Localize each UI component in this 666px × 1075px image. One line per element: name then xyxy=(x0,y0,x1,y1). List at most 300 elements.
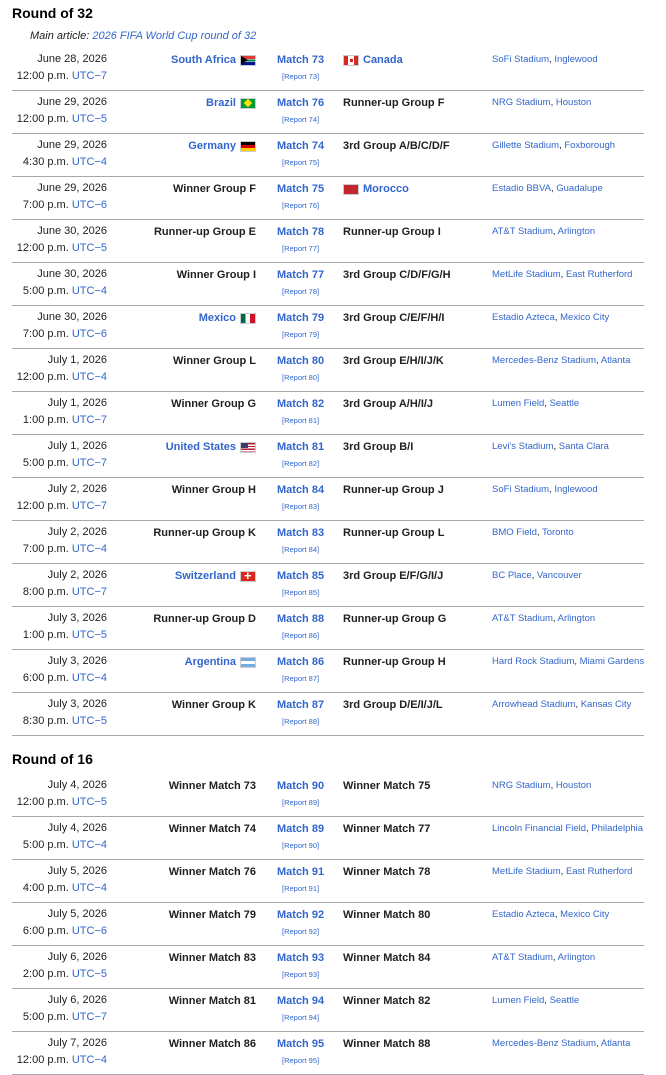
report-link[interactable]: [Report 81] xyxy=(282,416,320,425)
time-value: 5:00 p.m. xyxy=(22,285,69,297)
away-team-name: 3rd Group E/H/I/J/K xyxy=(343,355,444,367)
stadium-link[interactable]: Levi's Stadium xyxy=(492,441,554,452)
match-number-link[interactable]: Match 82 xyxy=(277,398,325,410)
home-team-name: Winner Group I xyxy=(176,269,256,281)
match-date: July 1, 2026 xyxy=(47,354,107,366)
match-date: July 2, 2026 xyxy=(47,526,107,538)
timezone-link[interactable]: UTC−6 xyxy=(71,199,107,211)
city-link[interactable]: Houston xyxy=(555,780,592,791)
venue: SoFi Stadium, Inglewood xyxy=(492,54,598,65)
stadium-link[interactable]: AT&T Stadium xyxy=(492,952,553,963)
stadium-link[interactable]: SoFi Stadium xyxy=(492,54,550,65)
report-link[interactable]: [Report 85] xyxy=(282,588,320,597)
city-link[interactable]: Mexico City xyxy=(560,909,610,920)
venue: MetLife Stadium, East Rutherford xyxy=(492,269,633,280)
away-team xyxy=(343,995,430,1007)
home-team xyxy=(169,995,256,1007)
time-value: 6:00 p.m. xyxy=(22,925,69,937)
match-date: July 1, 2026 xyxy=(47,440,107,452)
city-link[interactable]: Inglewood xyxy=(554,54,598,65)
away-team xyxy=(343,866,430,878)
city-link[interactable]: Seattle xyxy=(549,995,580,1006)
match-number-link[interactable]: Match 77 xyxy=(277,269,325,281)
city-link[interactable]: Atlanta xyxy=(600,1038,631,1049)
match-number-link[interactable]: Match 83 xyxy=(277,527,325,539)
away-team xyxy=(343,909,430,921)
home-team xyxy=(169,823,256,835)
match-time xyxy=(23,586,107,598)
time-value: 4:00 p.m. xyxy=(22,882,69,894)
away-team-name: Winner Match 88 xyxy=(343,1038,431,1050)
city-link[interactable]: Seattle xyxy=(549,398,580,409)
time-value: 8:00 p.m. xyxy=(22,586,69,598)
match-time xyxy=(23,925,107,937)
hatnote xyxy=(0,26,666,48)
match-time xyxy=(23,156,107,168)
away-team-name: Runner-up Group I xyxy=(343,226,441,238)
timezone-link[interactable]: UTC−5 xyxy=(71,242,107,254)
match-time xyxy=(17,70,107,82)
time-value: 7:00 p.m. xyxy=(22,328,69,340)
home-team-name: Winner Group L xyxy=(172,355,256,367)
flag-mx-icon xyxy=(240,313,256,324)
match-row xyxy=(12,134,644,177)
home-team-name[interactable]: United States xyxy=(165,441,236,453)
home-team xyxy=(153,613,256,625)
time-value: 2:00 p.m. xyxy=(22,968,69,980)
match-time xyxy=(23,1011,107,1023)
flag-de-icon xyxy=(240,141,256,152)
flag-ma-icon xyxy=(343,184,359,195)
match-row xyxy=(12,946,644,989)
match-number-link[interactable]: Match 75 xyxy=(277,183,325,195)
home-team-name: Winner Match 76 xyxy=(168,866,256,878)
match-number-link[interactable]: Match 89 xyxy=(277,823,325,835)
match-date: July 7, 2026 xyxy=(47,1037,107,1049)
city-link[interactable]: Mexico City xyxy=(560,312,610,323)
away-team[interactable] xyxy=(343,183,409,195)
city-link[interactable]: Atlanta xyxy=(600,355,631,366)
home-team-name[interactable]: Germany xyxy=(188,140,236,152)
away-team-name: Winner Match 75 xyxy=(343,780,431,792)
match-time xyxy=(23,199,107,211)
match-time xyxy=(23,457,107,469)
report-link[interactable]: [Report 92] xyxy=(282,927,320,936)
venue: Lincoln Financial Field, Philadelphia xyxy=(492,823,644,834)
venue: Lumen Field, Seattle xyxy=(492,398,580,409)
timezone-link[interactable]: UTC−7 xyxy=(71,1011,107,1023)
home-team-name: Runner-up Group D xyxy=(153,613,256,625)
stadium-link[interactable]: Estadio BBVA xyxy=(492,183,551,194)
city-link[interactable]: Arlington xyxy=(557,952,596,963)
time-value: 12:00 p.m. xyxy=(16,242,69,254)
match-number-link[interactable]: Match 88 xyxy=(277,613,325,625)
away-team-name: 3rd Group A/B/C/D/F xyxy=(343,140,450,152)
report-link[interactable]: [Report 83] xyxy=(282,502,320,511)
away-team-name: Winner Match 84 xyxy=(343,952,431,964)
report-link[interactable]: [Report 93] xyxy=(282,970,320,979)
match-row xyxy=(12,91,644,134)
timezone-link[interactable]: UTC−4 xyxy=(71,672,107,684)
home-team-name[interactable]: Switzerland xyxy=(174,570,236,582)
venue: Lumen Field, Seattle xyxy=(492,995,580,1006)
match-date: July 3, 2026 xyxy=(47,698,107,710)
venue: BC Place, Vancouver xyxy=(492,570,582,581)
stadium-link[interactable]: Mercedes-Benz Stadium xyxy=(492,1038,597,1049)
home-team[interactable] xyxy=(206,97,256,109)
away-team-name: Winner Match 82 xyxy=(343,995,431,1007)
home-team-name[interactable]: Brazil xyxy=(206,97,236,109)
match-number-link[interactable]: Match 80 xyxy=(277,355,325,367)
match-time xyxy=(23,543,107,555)
flag-br-icon xyxy=(240,98,256,109)
timezone-link[interactable]: UTC−7 xyxy=(71,586,107,598)
time-value: 12:00 p.m. xyxy=(16,1054,69,1066)
venue: Mercedes-Benz Stadium, Atlanta xyxy=(492,355,631,366)
timezone-link[interactable]: UTC−4 xyxy=(71,839,107,851)
timezone-link[interactable]: UTC−5 xyxy=(71,796,107,808)
away-team-name: 3rd Group C/D/F/G/H xyxy=(343,269,451,281)
away-team xyxy=(343,398,433,410)
report-link[interactable]: [Report 77] xyxy=(282,244,320,253)
match-number-link[interactable]: Match 87 xyxy=(277,699,325,711)
home-team[interactable] xyxy=(188,140,256,152)
report-link[interactable]: [Report 95] xyxy=(282,1056,320,1065)
report-link[interactable]: [Report 79] xyxy=(282,330,320,339)
time-value: 12:00 p.m. xyxy=(16,500,69,512)
match-row xyxy=(12,903,644,946)
away-team-name[interactable]: Morocco xyxy=(363,183,409,195)
match-number-link[interactable]: Match 92 xyxy=(277,909,325,921)
match-number-link[interactable]: Match 74 xyxy=(277,140,325,152)
home-team-name: Runner-up Group K xyxy=(153,527,256,539)
time-value: 8:30 p.m. xyxy=(22,715,69,727)
home-team[interactable] xyxy=(166,441,256,453)
match-number-link[interactable]: Match 95 xyxy=(277,1038,325,1050)
report-link[interactable]: [Report 78] xyxy=(282,287,320,296)
match-number-link[interactable]: Match 84 xyxy=(277,484,325,496)
venue: Estadio Azteca, Mexico City xyxy=(492,312,610,323)
away-team[interactable] xyxy=(343,54,403,66)
match-number-link[interactable]: Match 94 xyxy=(277,995,325,1007)
stadium-link[interactable]: AT&T Stadium xyxy=(492,613,553,624)
stadium-link[interactable]: Estadio Azteca xyxy=(492,312,555,323)
away-team-name: Runner-up Group F xyxy=(343,97,445,109)
report-link[interactable]: [Report 74] xyxy=(282,115,320,124)
match-time xyxy=(23,629,107,641)
match-date: July 4, 2026 xyxy=(47,779,107,791)
home-team xyxy=(169,866,256,878)
stadium-link[interactable]: Lincoln Financial Field xyxy=(492,823,586,834)
home-team xyxy=(153,527,256,539)
match-number-link[interactable]: Match 79 xyxy=(277,312,325,324)
city-link[interactable]: Guadalupe xyxy=(556,183,603,194)
stadium-link[interactable]: Arrowhead Stadium xyxy=(492,699,576,710)
report-link[interactable]: [Report 86] xyxy=(282,631,320,640)
report-link[interactable]: [Report 76] xyxy=(282,201,320,210)
home-team-name: Winner Group G xyxy=(171,398,256,410)
city-link[interactable]: Arlington xyxy=(557,613,596,624)
match-number-link[interactable]: Match 76 xyxy=(277,97,325,109)
hatnote-link[interactable]: 2026 FIFA World Cup round of 32 xyxy=(92,30,257,42)
city-link[interactable]: Inglewood xyxy=(554,484,598,495)
away-team-name: 3rd Group E/F/G/I/J xyxy=(343,570,444,582)
timezone-link[interactable]: UTC−5 xyxy=(71,113,107,125)
match-row xyxy=(12,521,644,564)
home-team-name: Runner-up Group E xyxy=(153,226,256,238)
match-date: July 3, 2026 xyxy=(47,612,107,624)
time-value: 12:00 p.m. xyxy=(16,371,69,383)
report-link[interactable]: [Report 82] xyxy=(282,459,320,468)
report-link[interactable]: [Report 91] xyxy=(282,884,320,893)
home-team-name[interactable]: South Africa xyxy=(171,54,236,66)
timezone-link[interactable]: UTC−7 xyxy=(71,500,107,512)
match-date: July 2, 2026 xyxy=(47,569,107,581)
time-value: 12:00 p.m. xyxy=(16,70,69,82)
match-time xyxy=(17,796,107,808)
match-time xyxy=(23,285,107,297)
home-team xyxy=(154,226,256,238)
round-of-16-section xyxy=(0,746,666,1075)
match-number-link[interactable]: Match 86 xyxy=(277,656,325,668)
round-of-32-list xyxy=(0,48,666,736)
city-link[interactable]: Philadelphia xyxy=(591,823,644,834)
time-value: 1:00 p.m. xyxy=(22,414,69,426)
home-team xyxy=(169,952,256,964)
away-team xyxy=(343,823,430,835)
home-team-name: Winner Match 73 xyxy=(168,780,256,792)
match-date: July 1, 2026 xyxy=(47,397,107,409)
stadium-link[interactable]: Lumen Field xyxy=(492,398,545,409)
match-number-link[interactable]: Match 78 xyxy=(277,226,325,238)
city-link[interactable]: East Rutherford xyxy=(565,269,633,280)
match-row xyxy=(12,693,644,736)
match-time xyxy=(17,371,107,383)
stadium-link[interactable]: NRG Stadium xyxy=(492,780,551,791)
match-date: June 29, 2026 xyxy=(37,139,107,151)
match-time xyxy=(23,328,107,340)
home-team xyxy=(171,398,256,410)
report-link[interactable]: [Report 84] xyxy=(282,545,320,554)
timezone-link[interactable]: UTC−5 xyxy=(71,968,107,980)
match-row xyxy=(12,435,644,478)
match-row xyxy=(12,860,644,903)
match-row xyxy=(12,349,644,392)
city-link[interactable]: Santa Clara xyxy=(558,441,609,452)
away-team-name: Winner Match 77 xyxy=(343,823,431,835)
venue: AT&T Stadium, Arlington xyxy=(492,226,596,237)
match-date: June 29, 2026 xyxy=(37,182,107,194)
match-date: June 29, 2026 xyxy=(37,96,107,108)
city-link[interactable]: Miami Gardens xyxy=(579,656,645,667)
venue: Estadio BBVA, Guadalupe xyxy=(492,183,603,194)
flag-us-icon xyxy=(240,442,256,453)
flag-za-icon xyxy=(240,55,256,66)
stadium-link[interactable]: Gillette Stadium xyxy=(492,140,560,151)
stadium-link[interactable]: SoFi Stadium xyxy=(492,484,550,495)
match-row xyxy=(12,392,644,435)
report-link[interactable]: [Report 88] xyxy=(282,717,320,726)
time-value: 7:00 p.m. xyxy=(22,543,69,555)
away-team-name: Runner-up Group G xyxy=(343,613,447,625)
home-team-name[interactable]: Argentina xyxy=(184,656,236,668)
match-date: June 28, 2026 xyxy=(37,53,107,65)
stadium-link[interactable]: MetLife Stadium xyxy=(492,269,561,280)
report-link[interactable]: [Report 90] xyxy=(282,841,320,850)
away-team-name: 3rd Group D/E/I/J/L xyxy=(343,699,443,711)
home-team-name[interactable]: Mexico xyxy=(198,312,236,324)
report-link[interactable]: [Report 80] xyxy=(282,373,320,382)
away-team-name: Winner Match 78 xyxy=(343,866,431,878)
timezone-link[interactable]: UTC−6 xyxy=(71,925,107,937)
timezone-link[interactable]: UTC−4 xyxy=(71,882,107,894)
time-value: 5:00 p.m. xyxy=(22,839,69,851)
city-link[interactable]: East Rutherford xyxy=(565,866,633,877)
report-link[interactable]: [Report 75] xyxy=(282,158,320,167)
home-team[interactable] xyxy=(171,54,256,66)
match-date: July 5, 2026 xyxy=(47,908,107,920)
home-team[interactable] xyxy=(199,312,256,324)
home-team-name: Winner Match 79 xyxy=(168,909,256,921)
home-team-name: Winner Match 83 xyxy=(168,952,256,964)
report-link[interactable]: [Report 73] xyxy=(282,72,320,81)
timezone-link[interactable]: UTC−4 xyxy=(71,543,107,555)
time-value: 12:00 p.m. xyxy=(16,796,69,808)
away-team xyxy=(343,570,443,582)
timezone-link[interactable]: UTC−4 xyxy=(71,156,107,168)
time-value: 7:00 p.m. xyxy=(22,199,69,211)
time-value: 5:00 p.m. xyxy=(22,457,69,469)
time-value: 4:30 p.m. xyxy=(22,156,69,168)
stadium-link[interactable]: Hard Rock Stadium xyxy=(492,656,575,667)
flag-ch-icon xyxy=(240,571,256,582)
timezone-link[interactable]: UTC−6 xyxy=(71,328,107,340)
match-row xyxy=(12,564,644,607)
away-team xyxy=(343,613,446,625)
match-time xyxy=(17,500,107,512)
away-team xyxy=(343,484,444,496)
stadium-link[interactable]: Estadio Azteca xyxy=(492,909,555,920)
stadium-link[interactable]: NRG Stadium xyxy=(492,97,551,108)
match-row xyxy=(12,478,644,521)
round-of-16-list xyxy=(0,774,666,1075)
match-row xyxy=(12,263,644,306)
home-team-name: Winner Match 81 xyxy=(168,995,256,1007)
home-team xyxy=(169,909,256,921)
match-date: June 30, 2026 xyxy=(37,268,107,280)
stadium-link[interactable]: Mercedes-Benz Stadium xyxy=(492,355,597,366)
stadium-link[interactable]: BC Place xyxy=(492,570,532,581)
venue: Hard Rock Stadium, Miami Gardens xyxy=(492,656,645,667)
home-team xyxy=(173,355,256,367)
stadium-link[interactable]: Lumen Field xyxy=(492,995,545,1006)
match-row xyxy=(12,306,644,349)
away-team xyxy=(343,656,446,668)
match-date: July 2, 2026 xyxy=(47,483,107,495)
match-number-link[interactable]: Match 85 xyxy=(277,570,325,582)
match-date: June 30, 2026 xyxy=(37,225,107,237)
time-value: 6:00 p.m. xyxy=(22,672,69,684)
report-link[interactable]: [Report 87] xyxy=(282,674,320,683)
time-value: 5:00 p.m. xyxy=(22,1011,69,1023)
match-row xyxy=(12,817,644,860)
away-team-name: 3rd Group B/I xyxy=(343,441,414,453)
report-link[interactable]: [Report 94] xyxy=(282,1013,320,1022)
city-link[interactable]: Foxborough xyxy=(564,140,616,151)
home-team-name: Winner Group H xyxy=(171,484,256,496)
match-time xyxy=(23,414,107,426)
flag-ca-icon xyxy=(343,55,359,66)
venue: Gillette Stadium, Foxborough xyxy=(492,140,616,151)
match-number-link[interactable]: Match 90 xyxy=(277,780,325,792)
city-link[interactable]: Houston xyxy=(555,97,592,108)
away-team xyxy=(343,780,430,792)
timezone-link[interactable]: UTC−7 xyxy=(71,414,107,426)
match-number-link[interactable]: Match 93 xyxy=(277,952,325,964)
match-row xyxy=(12,774,644,817)
home-team-name: Winner Group F xyxy=(172,183,256,195)
home-team[interactable] xyxy=(185,656,256,668)
match-date: July 6, 2026 xyxy=(47,951,107,963)
away-team xyxy=(343,140,450,152)
away-team-name[interactable]: Canada xyxy=(363,54,403,66)
match-date: July 4, 2026 xyxy=(47,822,107,834)
away-team-name: Runner-up Group H xyxy=(343,656,446,668)
home-team xyxy=(177,269,256,281)
away-team-name: Winner Match 80 xyxy=(343,909,431,921)
venue: Levi's Stadium, Santa Clara xyxy=(492,441,609,452)
match-number-link[interactable]: Match 91 xyxy=(277,866,325,878)
away-team xyxy=(343,269,451,281)
timezone-link[interactable]: UTC−5 xyxy=(71,715,107,727)
away-team xyxy=(343,1038,430,1050)
timezone-link[interactable]: UTC−5 xyxy=(71,629,107,641)
timezone-link[interactable]: UTC−4 xyxy=(71,1054,107,1066)
report-link[interactable]: [Report 89] xyxy=(282,798,320,807)
home-team xyxy=(169,1038,256,1050)
stadium-link[interactable]: BMO Field xyxy=(492,527,537,538)
city-link[interactable]: Kansas City xyxy=(580,699,632,710)
home-team xyxy=(173,183,256,195)
away-team xyxy=(343,527,444,539)
timezone-link[interactable]: UTC−7 xyxy=(71,457,107,469)
match-time xyxy=(23,882,107,894)
match-number-link[interactable]: Match 81 xyxy=(277,441,325,453)
home-team-name: Winner Group K xyxy=(171,699,256,711)
stadium-link[interactable]: MetLife Stadium xyxy=(492,866,561,877)
city-link[interactable]: Arlington xyxy=(557,226,596,237)
match-date: June 30, 2026 xyxy=(37,311,107,323)
match-date: July 3, 2026 xyxy=(47,655,107,667)
match-date: July 6, 2026 xyxy=(47,994,107,1006)
city-link[interactable]: Vancouver xyxy=(536,570,582,581)
away-team xyxy=(343,952,430,964)
match-number-link[interactable]: Match 73 xyxy=(277,54,325,66)
match-time xyxy=(23,839,107,851)
flag-ar-icon xyxy=(240,657,256,668)
timezone-link[interactable]: UTC−4 xyxy=(71,371,107,383)
timezone-link[interactable]: UTC−4 xyxy=(71,285,107,297)
city-link[interactable]: Toronto xyxy=(541,527,574,538)
venue: Arrowhead Stadium, Kansas City xyxy=(492,699,632,710)
home-team[interactable] xyxy=(175,570,256,582)
match-row xyxy=(12,650,644,693)
section-title-round-of-16: Round of 16 xyxy=(12,751,93,767)
away-team-name: 3rd Group C/E/F/H/I xyxy=(343,312,445,324)
timezone-link[interactable]: UTC−7 xyxy=(71,70,107,82)
home-team xyxy=(172,699,256,711)
stadium-link[interactable]: AT&T Stadium xyxy=(492,226,553,237)
